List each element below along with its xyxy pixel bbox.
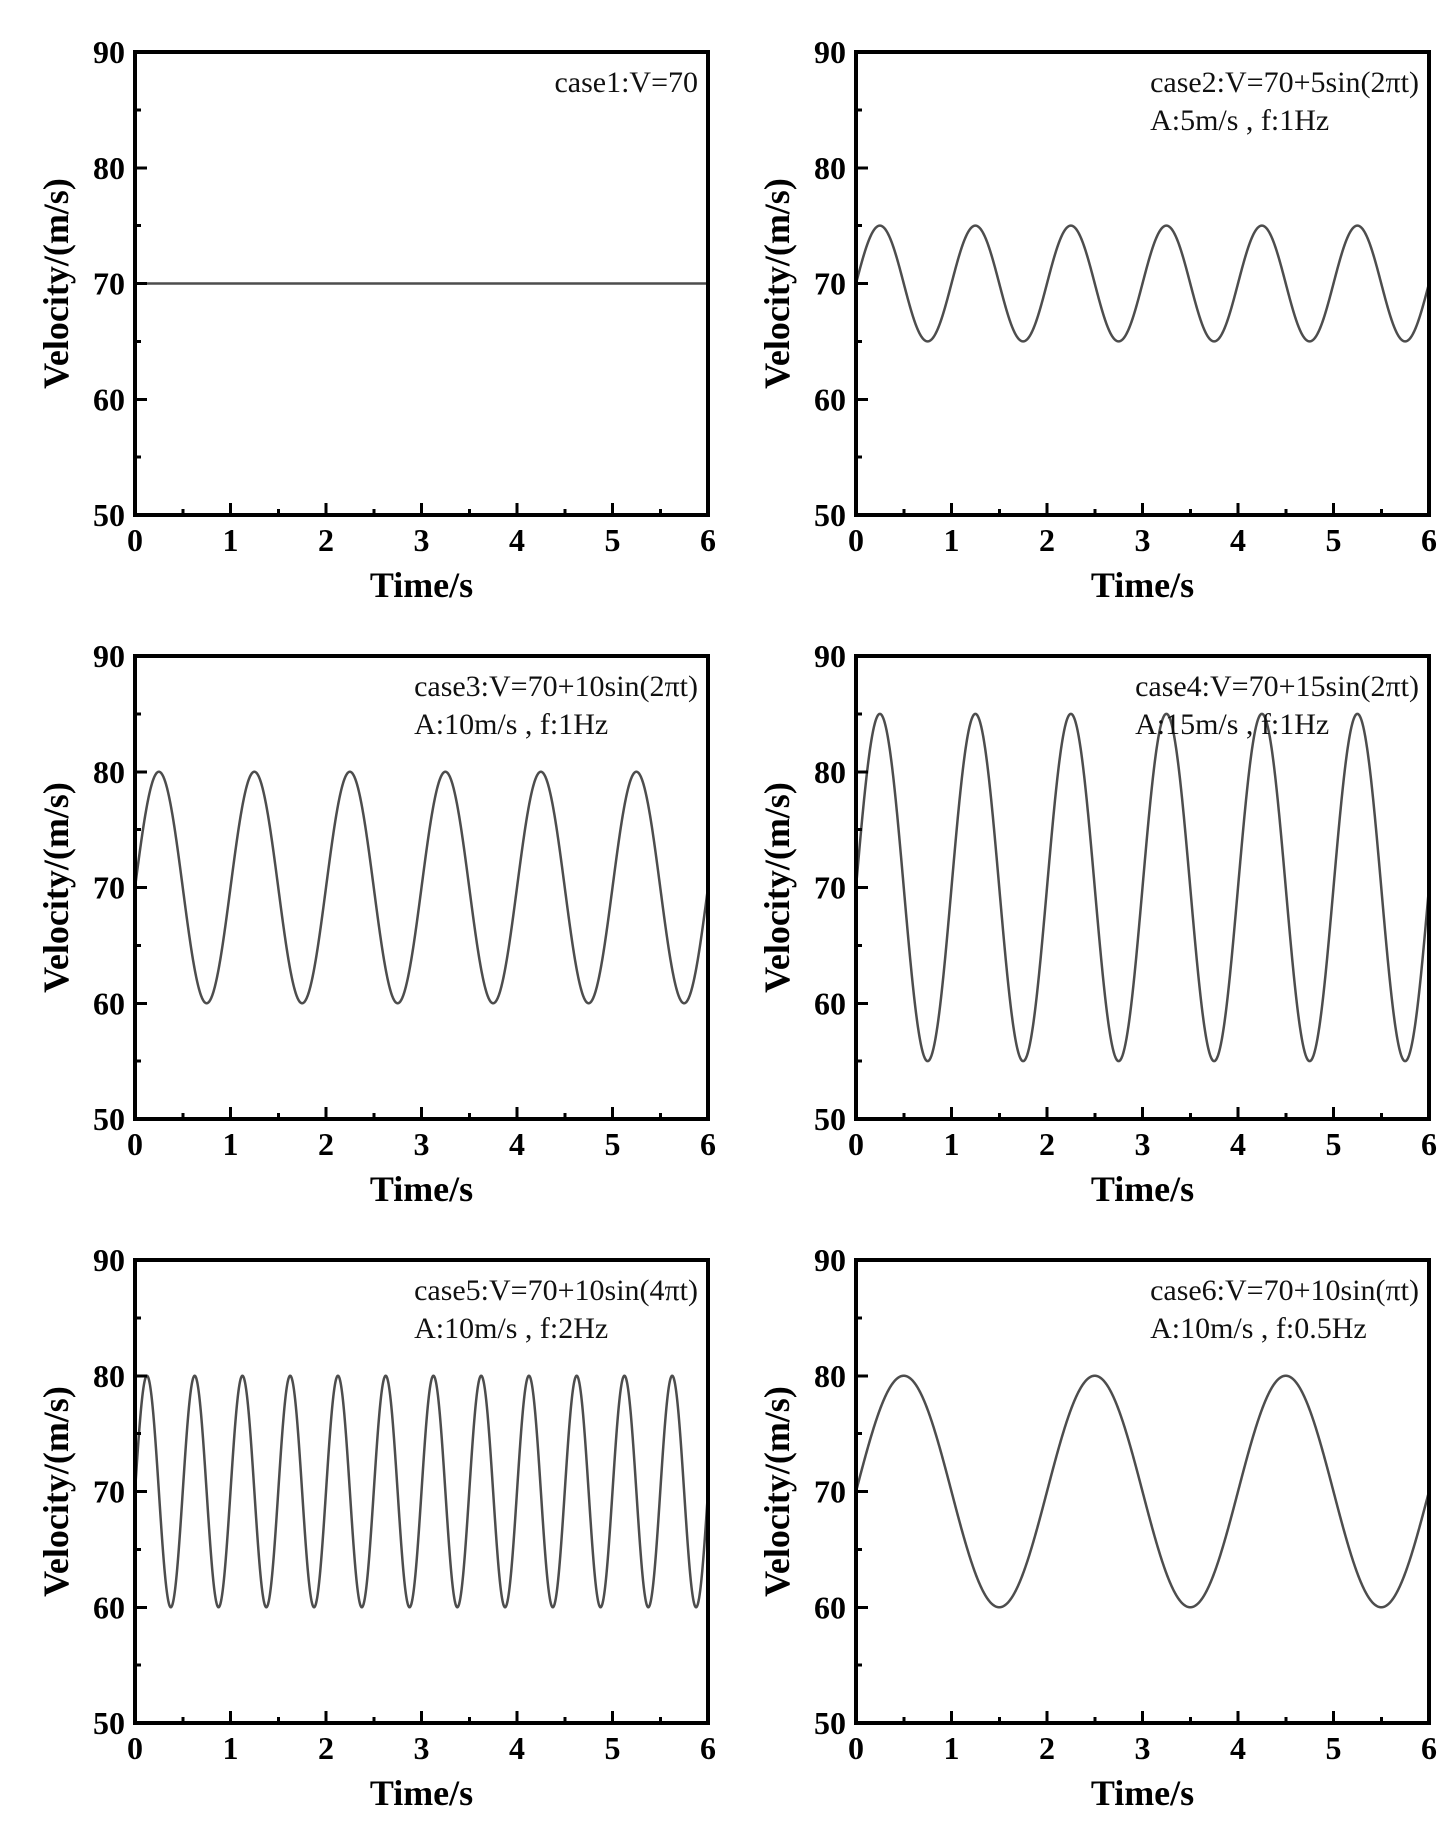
chart-case3	[36, 620, 735, 1223]
annotation-line: A:5m/s , f:1Hz	[1150, 104, 1330, 137]
x-tick-label: 6	[700, 522, 716, 558]
x-tick-label: 5	[1325, 522, 1342, 558]
y-axis-title: Velocity/(m/s)	[36, 178, 76, 389]
y-tick-label: 80	[814, 753, 846, 790]
x-tick-label: 5	[604, 1126, 621, 1162]
annotation-line: A:15m/s , f:1Hz	[1135, 708, 1330, 741]
y-axis-title: Velocity/(m/s)	[757, 1386, 797, 1597]
y-tick-label: 60	[814, 1589, 846, 1626]
y-tick-label: 60	[814, 381, 846, 418]
y-tick-label: 80	[93, 1357, 125, 1394]
y-tick-label: 70	[93, 265, 125, 302]
x-tick-label: 4	[1230, 522, 1246, 558]
y-axis-title: Velocity/(m/s)	[36, 1386, 76, 1597]
y-tick-label: 60	[93, 381, 125, 418]
y-tick-label: 90	[814, 34, 846, 70]
x-tick-label: 3	[1134, 522, 1151, 558]
chart-case4	[757, 620, 1456, 1223]
annotation-line: A:10m/s , f:2Hz	[414, 1312, 609, 1345]
annotation-line: A:10m/s , f:0.5Hz	[1150, 1312, 1367, 1345]
x-tick-label: 6	[1421, 1730, 1437, 1766]
chart-case6	[757, 1224, 1456, 1827]
y-tick-label: 80	[93, 149, 125, 186]
x-tick-label: 5	[1325, 1126, 1342, 1162]
x-tick-label: 2	[1039, 1126, 1055, 1162]
x-tick-label: 2	[318, 1126, 334, 1162]
y-tick-label: 50	[93, 497, 125, 533]
y-tick-label: 70	[814, 869, 846, 906]
x-tick-label: 4	[509, 1126, 525, 1162]
x-tick-label: 1	[943, 522, 960, 558]
x-tick-label: 4	[1230, 1126, 1246, 1162]
x-tick-label: 5	[1325, 1730, 1342, 1766]
x-tick-label: 6	[700, 1730, 716, 1766]
velocity-curve	[856, 714, 1429, 1061]
y-tick-label: 70	[93, 869, 125, 906]
y-axis-title: Velocity/(m/s)	[36, 782, 76, 993]
y-tick-label: 60	[93, 1589, 125, 1626]
x-tick-label: 0	[127, 522, 143, 558]
chart-case1	[36, 16, 735, 619]
annotation-line: case4:V=70+15sin(2πt)	[1135, 670, 1419, 703]
chart-case2-cell	[757, 16, 1456, 619]
y-axis-title: Velocity/(m/s)	[757, 782, 797, 993]
x-tick-label: 1	[222, 522, 239, 558]
x-tick-label: 1	[943, 1126, 960, 1162]
chart-case5-cell	[36, 1224, 735, 1827]
y-tick-label: 70	[814, 265, 846, 302]
x-axis-title: Time/s	[369, 1773, 474, 1813]
x-tick-label: 1	[222, 1126, 239, 1162]
y-tick-label: 50	[814, 1101, 846, 1137]
x-tick-label: 6	[700, 1126, 716, 1162]
y-tick-label: 80	[93, 753, 125, 790]
x-tick-label: 6	[1421, 1126, 1437, 1162]
x-tick-label: 2	[318, 1730, 334, 1766]
y-tick-label: 90	[814, 638, 846, 674]
y-tick-label: 80	[814, 1357, 846, 1394]
x-tick-label: 0	[848, 1730, 864, 1766]
annotation-line: case5:V=70+10sin(4πt)	[414, 1274, 698, 1307]
y-tick-label: 90	[93, 34, 125, 70]
velocity-curve	[856, 1376, 1429, 1608]
velocity-curve	[856, 226, 1429, 342]
x-tick-label: 2	[1039, 1730, 1055, 1766]
velocity-curve	[135, 1376, 708, 1607]
y-tick-label: 90	[93, 1242, 125, 1278]
annotation-line: case1:V=70	[554, 66, 698, 99]
x-tick-label: 2	[1039, 522, 1055, 558]
x-tick-label: 2	[318, 522, 334, 558]
x-tick-label: 3	[1134, 1730, 1151, 1766]
x-tick-label: 3	[1134, 1126, 1151, 1162]
y-tick-label: 60	[93, 985, 125, 1022]
x-tick-label: 4	[509, 1730, 525, 1766]
y-tick-label: 50	[814, 497, 846, 533]
x-tick-label: 0	[127, 1730, 143, 1766]
chart-case5	[36, 1224, 735, 1827]
x-tick-label: 5	[604, 522, 621, 558]
y-tick-label: 90	[93, 638, 125, 674]
x-tick-label: 0	[127, 1126, 143, 1162]
chart-case3-cell	[36, 620, 735, 1223]
chart-case6-cell	[757, 1224, 1456, 1827]
annotation-line: case3:V=70+10sin(2πt)	[414, 670, 698, 703]
x-tick-label: 5	[604, 1730, 621, 1766]
annotation-line: A:10m/s , f:1Hz	[414, 708, 609, 741]
velocity-curve	[135, 772, 708, 1003]
y-axis-title: Velocity/(m/s)	[757, 178, 797, 389]
x-tick-label: 4	[1230, 1730, 1246, 1766]
y-tick-label: 90	[814, 1242, 846, 1278]
annotation-line: case6:V=70+10sin(πt)	[1150, 1274, 1419, 1307]
chart-case4-cell	[757, 620, 1456, 1223]
y-tick-label: 80	[814, 149, 846, 186]
x-tick-label: 1	[222, 1730, 239, 1766]
x-tick-label: 3	[413, 1126, 430, 1162]
x-axis-title: Time/s	[369, 565, 474, 605]
x-tick-label: 0	[848, 1126, 864, 1162]
y-tick-label: 50	[93, 1705, 125, 1741]
x-axis-title: Time/s	[1090, 1773, 1195, 1813]
y-tick-label: 50	[814, 1705, 846, 1741]
x-tick-label: 0	[848, 522, 864, 558]
x-axis-title: Time/s	[369, 1169, 474, 1209]
y-tick-label: 60	[814, 985, 846, 1022]
x-axis-title: Time/s	[1090, 1169, 1195, 1209]
x-tick-label: 3	[413, 522, 430, 558]
x-tick-label: 4	[509, 522, 525, 558]
y-tick-label: 70	[814, 1473, 846, 1510]
chart-case1-cell	[36, 16, 735, 619]
x-tick-label: 6	[1421, 522, 1437, 558]
y-tick-label: 50	[93, 1101, 125, 1137]
annotation-line: case2:V=70+5sin(2πt)	[1150, 66, 1419, 99]
chart-case2	[757, 16, 1456, 619]
x-tick-label: 3	[413, 1730, 430, 1766]
y-tick-label: 70	[93, 1473, 125, 1510]
x-tick-label: 1	[943, 1730, 960, 1766]
x-axis-title: Time/s	[1090, 565, 1195, 605]
